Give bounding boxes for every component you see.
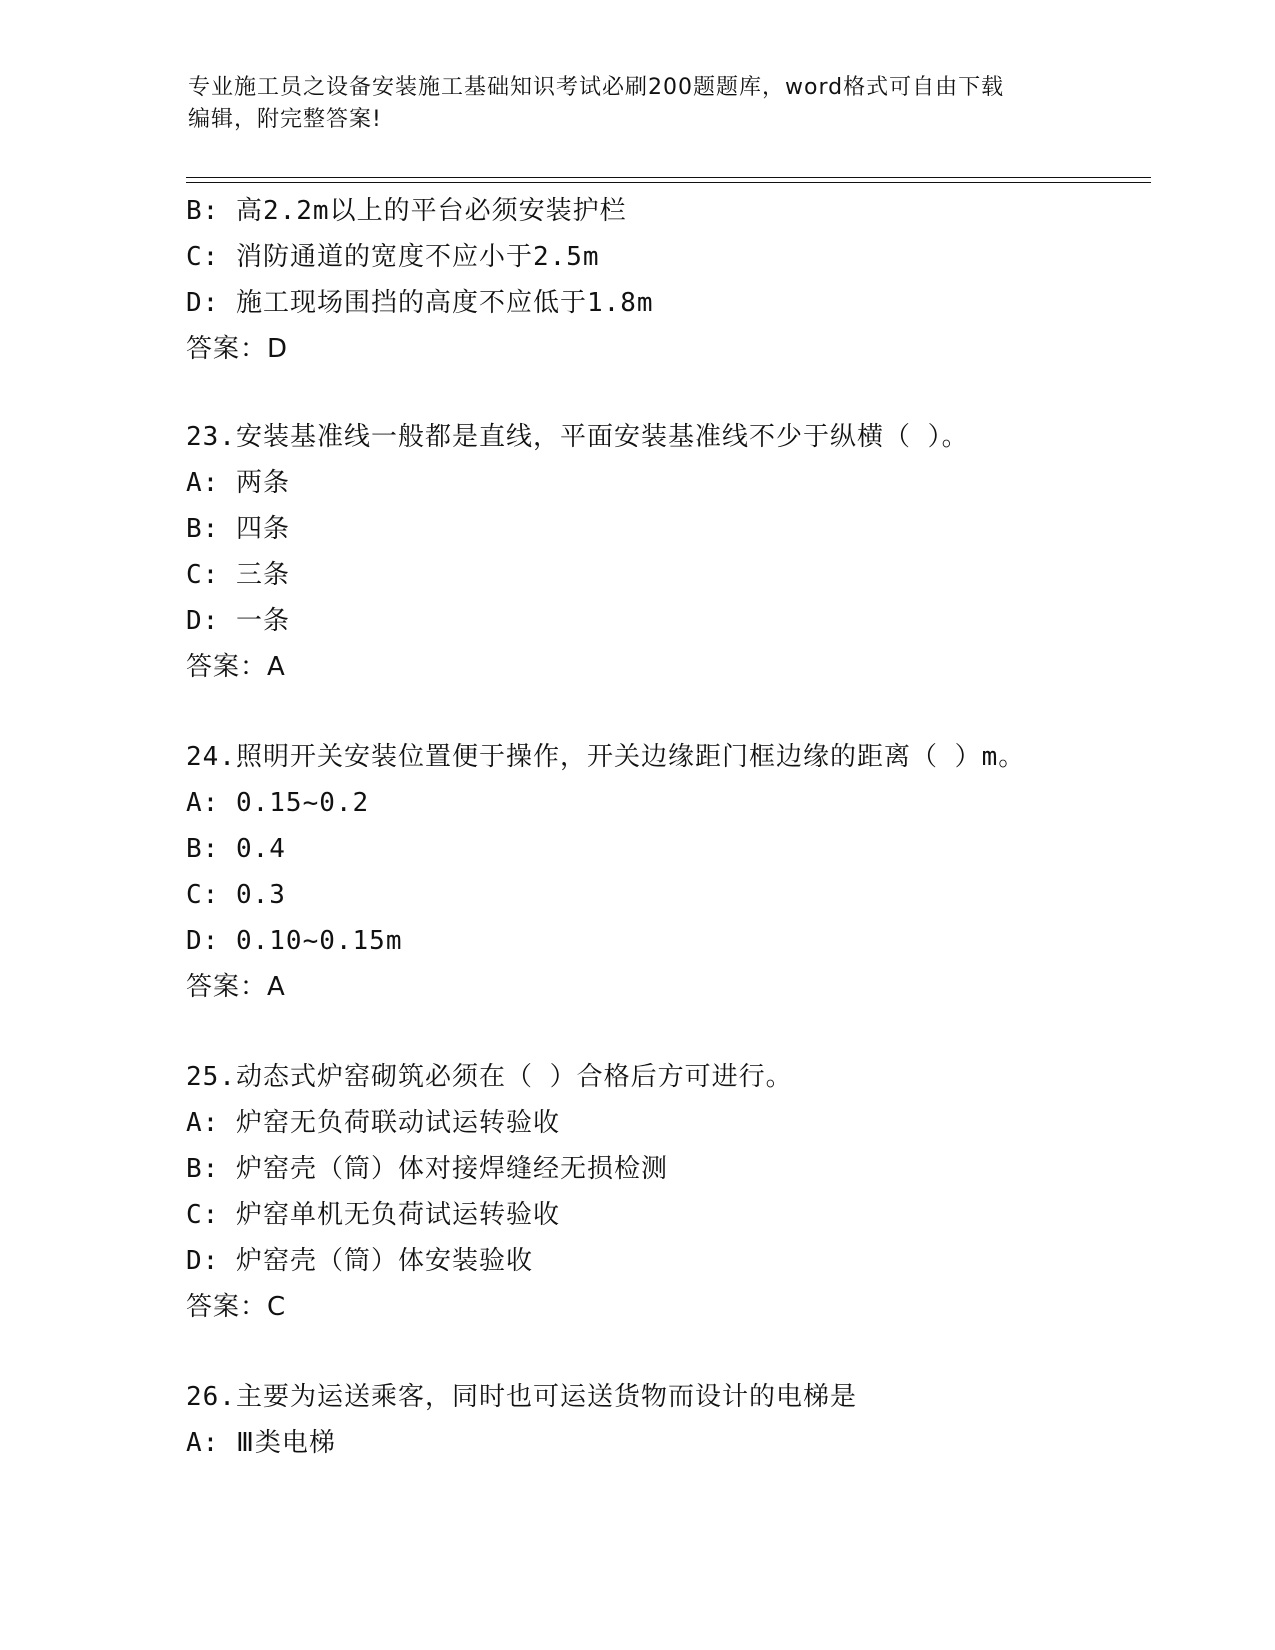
- question-stem: 26.主要为运送乘客，同时也可运送货物而设计的电梯是: [186, 1382, 857, 1412]
- spacer: [186, 1330, 1146, 1374]
- option-d: D: 一条: [186, 606, 290, 636]
- option-d: D: 施工现场围挡的高度不应低于1.8m: [186, 288, 654, 318]
- question-23: [186, 414, 1146, 690]
- question-stem: 24.照明开关安装位置便于操作，开关边缘距门框边缘的距离（ ）m。: [186, 742, 1026, 772]
- option-c: C: 炉窑单机无负荷试运转验收: [186, 1200, 560, 1230]
- answer-line: 答案：A: [186, 972, 286, 1002]
- option-a: A: 两条: [186, 468, 290, 498]
- question-22-tail: [186, 188, 1146, 372]
- document-body: [186, 188, 1146, 1466]
- question-24: [186, 734, 1146, 1010]
- answer-line: 答案：D: [186, 334, 289, 364]
- spacer: [186, 690, 1146, 734]
- question-stem: 25.动态式炉窑砌筑必须在（ ）合格后方可进行。: [186, 1062, 793, 1092]
- option-c: C: 消防通道的宽度不应小于2.5m: [186, 242, 600, 272]
- header-divider-bottom: [186, 182, 1151, 183]
- header-divider-top: [186, 177, 1151, 178]
- option-c: C: 0.3: [186, 880, 286, 910]
- answer-line: 答案：A: [186, 652, 286, 682]
- option-b: B: 四条: [186, 514, 290, 544]
- question-26: [186, 1374, 1146, 1466]
- option-b: B: 炉窑壳（筒）体对接焊缝经无损检测: [186, 1154, 668, 1184]
- option-c: C: 三条: [186, 560, 290, 590]
- option-d: D: 炉窑壳（筒）体安装验收: [186, 1246, 533, 1276]
- option-d: D: 0.10~0.15m: [186, 926, 403, 956]
- spacer: [186, 372, 1146, 414]
- option-a: A: 炉窑无负荷联动试运转验收: [186, 1108, 560, 1138]
- option-a: A: 0.15~0.2: [186, 788, 370, 818]
- spacer: [186, 1010, 1146, 1054]
- question-25: [186, 1054, 1146, 1330]
- header-line-2: 编辑，附完整答案!: [188, 107, 382, 132]
- question-stem: 23.安装基准线一般都是直线，平面安装基准线不少于纵横（ ）。: [186, 422, 969, 452]
- option-b: B: 高2.2m以上的平台必须安装护栏: [186, 196, 627, 226]
- answer-line: 答案：C: [186, 1292, 287, 1322]
- option-a: A: Ⅲ类电梯: [186, 1428, 336, 1458]
- option-b: B: 0.4: [186, 834, 286, 864]
- header-line-1: 专业施工员之设备安装施工基础知识考试必刷200题题库，word格式可自由下载: [188, 75, 1005, 100]
- document-header: [188, 72, 1068, 136]
